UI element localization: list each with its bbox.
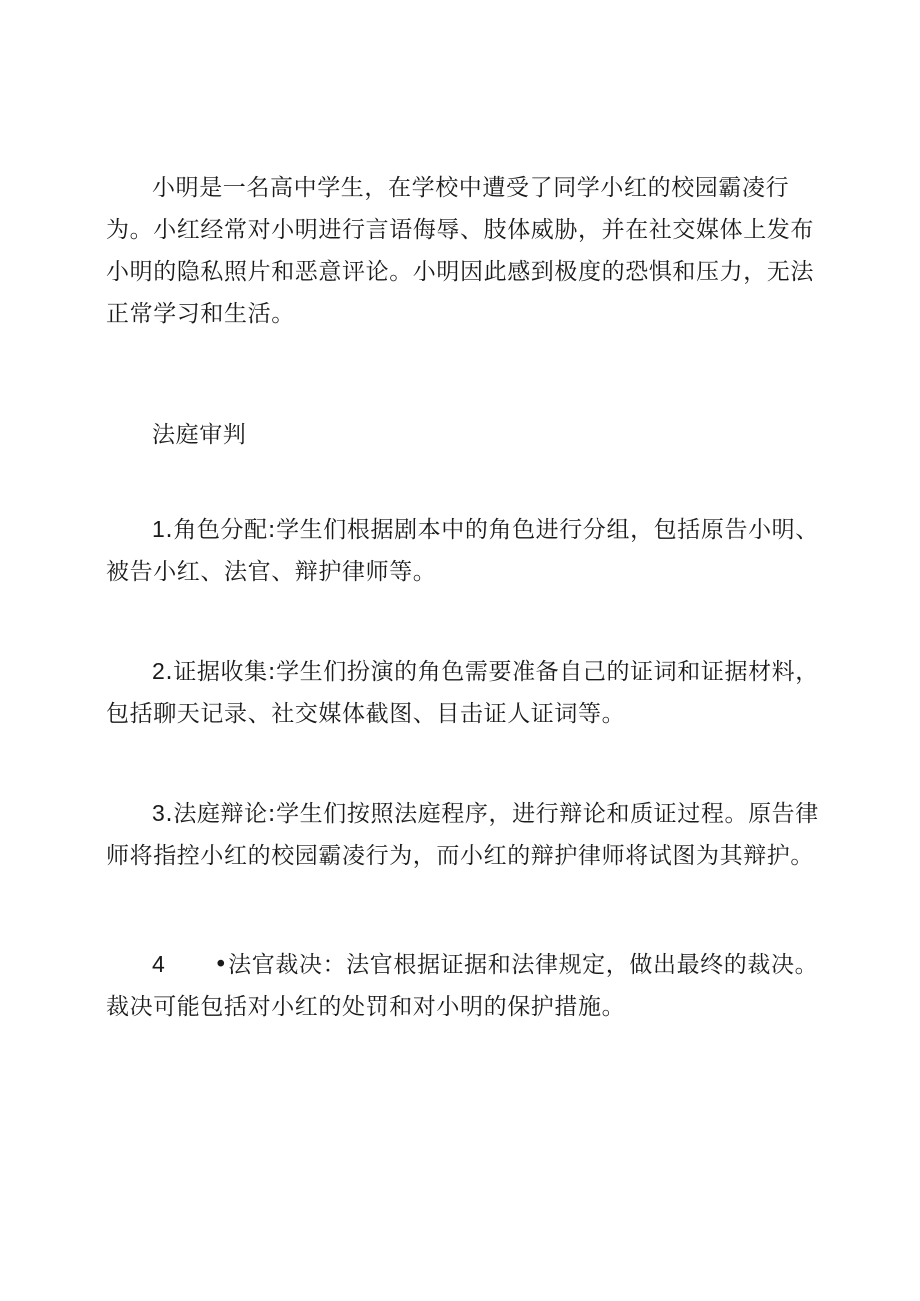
list-item xyxy=(106,650,822,735)
item-text: .证据收集:学生们扮演的角色需要准备自己的证词和证据材料，包括聊天记录、社交媒体截图、目击证人证词等。 xyxy=(106,659,819,727)
section-heading: 法庭审判 xyxy=(152,422,247,448)
intro-paragraph: 小明是一名高中学生，在学校中遭受了同学小红的校园霸凌行为。小红经常对小明进行言语侮辱、肢体威胁，并在社交媒体上发布小明的隐私照片和恶意评论。小明因此感到极度的恐惧和压力，无法正常学习和生活。 xyxy=(106,175,814,327)
item-number: 2 xyxy=(152,658,166,684)
item-number: 4 xyxy=(152,951,166,977)
list-item xyxy=(106,508,822,593)
list-item xyxy=(106,943,822,1028)
list-item xyxy=(106,792,822,877)
item-number: 3 xyxy=(152,800,166,826)
item-text: •法官裁决：法官根据证据和法律规定，做出最终的裁决。裁决可能包括对小红的处罚和对小明的保护措施。 xyxy=(106,952,819,1020)
item-number: 1 xyxy=(152,516,166,542)
item-text: .法庭辩论:学生们按照法庭程序，进行辩论和质证过程。原告律师将指控小红的校园霸凌行为，而小红的辩护律师将试图为其辩护。 xyxy=(106,801,819,869)
item-text: .角色分配:学生们根据剧本中的角色进行分组，包括原告小明、被告小红、法官、辩护律师等。 xyxy=(106,517,819,585)
